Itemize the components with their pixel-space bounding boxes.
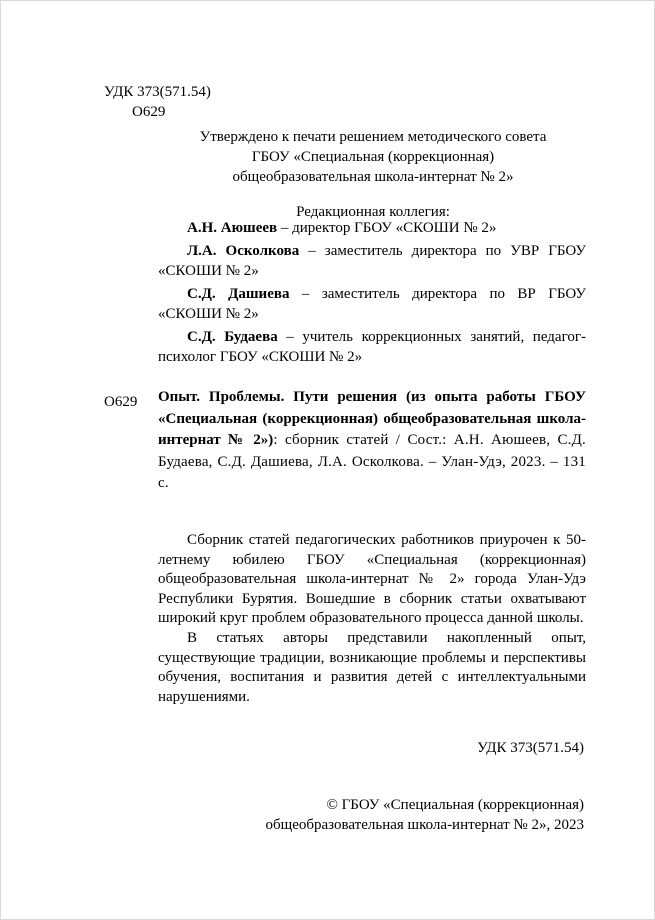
udk-footer: УДК 373(571.54) bbox=[477, 740, 584, 756]
member-name: А.Н. Аюшеев bbox=[187, 220, 278, 236]
book-publication-details: : сборник статей / Сост.: А.Н. Аюшеев, С.Д. Будаева, С.Д. Дашиева, Л.А. Осколкова. – Улан-Удэ, 2023. – 131 с. bbox=[158, 432, 586, 491]
member-role: – заместитель директора по ВР ГБОУ «СКОШИ № 2» bbox=[158, 286, 586, 322]
member-role: – заместитель директора по УВР ГБОУ «СКОШИ № 2» bbox=[158, 243, 586, 279]
annotation-paragraph-1: Сборник статей педагогических работников приурочен к 50-летнему юбилею ГБОУ «Специальная (коррекционная) общеобразовательная школа-интернат № 2» города Улан-Удэ Республики Бурятия. Вошедшие в сборник статьи охватывают широкий круг проблем образовательного процесса данной школы. bbox=[158, 532, 586, 627]
member-role: – директор ГБОУ «СКОШИ № 2» bbox=[277, 220, 497, 236]
approval-line-1: Утверждено к печати решением методического совета bbox=[199, 129, 547, 145]
bibliographic-description bbox=[158, 387, 586, 495]
editorial-board-title: Редакционная коллегия: bbox=[296, 204, 450, 220]
udk-header: УДК 373(571.54) bbox=[104, 84, 211, 100]
copyright-line-2: общеобразовательная школа-интернат № 2», 2023 bbox=[265, 817, 584, 833]
copyright-line-1: © ГБОУ «Специальная (коррекционная) bbox=[326, 797, 584, 813]
approval-line-3: общеобразовательная школа-интернат № 2» bbox=[232, 169, 514, 185]
member-name: Л.А. Осколкова bbox=[187, 243, 300, 259]
copyright-notice bbox=[200, 795, 584, 835]
approval-line-2: ГБОУ «Специальная (коррекционная) bbox=[251, 149, 495, 165]
member-name: С.Д. Будаева bbox=[187, 329, 278, 345]
editorial-member bbox=[158, 241, 586, 281]
member-name: С.Д. Дашиева bbox=[187, 286, 290, 302]
annotation-paragraph-2: В статьях авторы представили накопленный опыт, существующие традиции, возникающие проблемы и перспективы обучения, воспитания и развития детей с интеллектуальными нарушениями. bbox=[158, 629, 586, 705]
editorial-member bbox=[158, 218, 586, 238]
editorial-board-members bbox=[158, 218, 586, 370]
author-code: О629 bbox=[104, 394, 138, 410]
approval-statement bbox=[160, 127, 586, 187]
member-role: – учитель коррекционных занятий, педагог-психолог ГБОУ «СКОШИ № 2» bbox=[158, 329, 587, 365]
book-title: Опыт. Проблемы. Пути решения (из опыта работы ГБОУ «Специальная (коррекционная) общеобразовательная школа-интернат № 2») bbox=[158, 389, 586, 448]
author-code-header: О629 bbox=[132, 104, 166, 120]
editorial-member bbox=[158, 284, 586, 324]
editorial-member bbox=[158, 327, 586, 367]
annotation bbox=[158, 531, 586, 707]
